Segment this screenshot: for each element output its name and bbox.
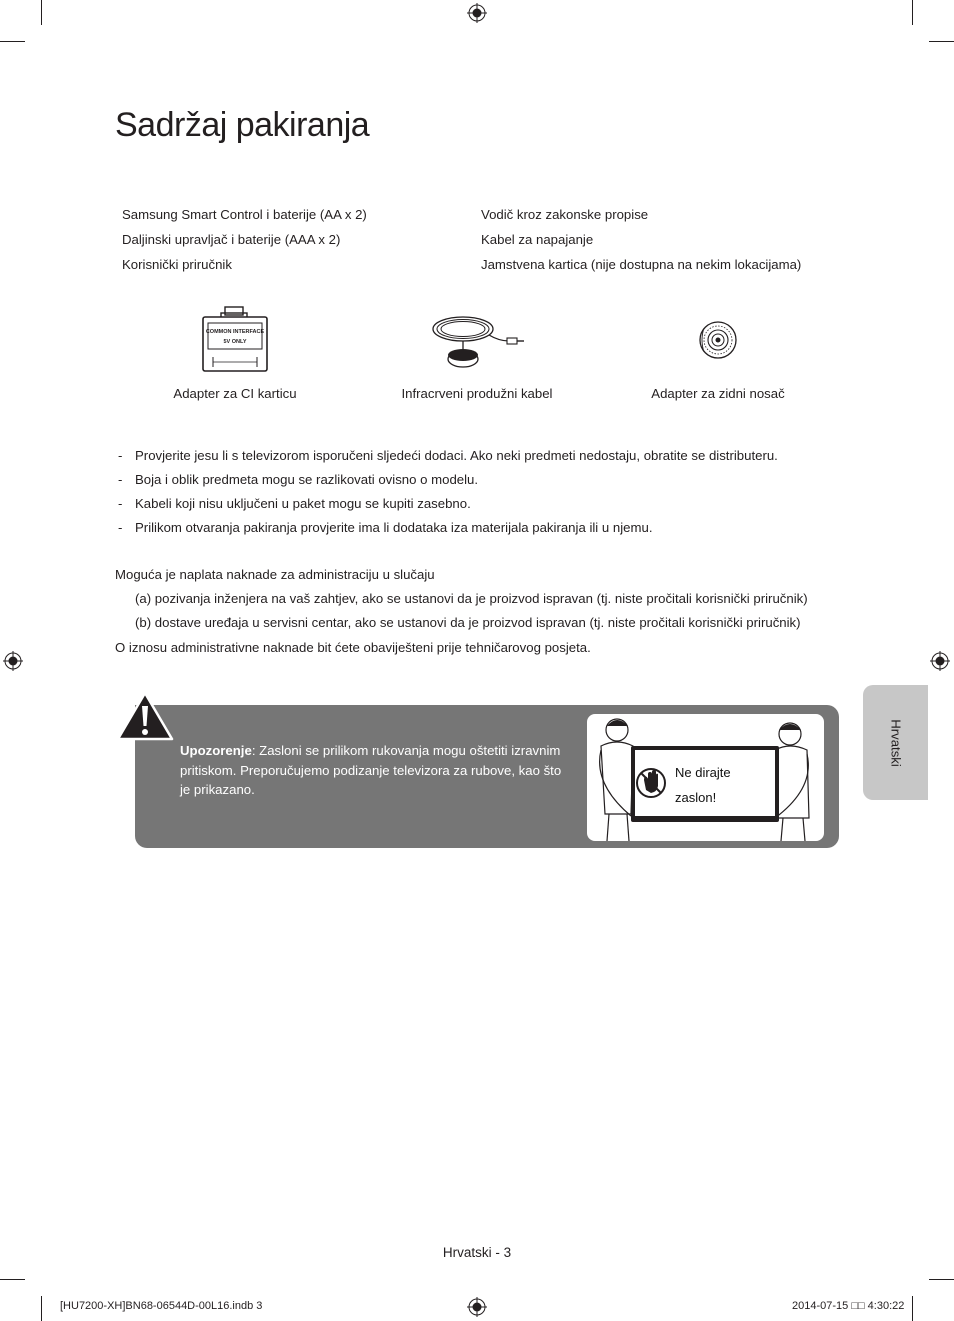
notes-list [115, 444, 815, 540]
contents-item: Jamstvena kartica (nije dostupna na nekim lokacijama) [481, 257, 802, 272]
contents-list-right [481, 202, 801, 277]
crop-mark [912, 1296, 913, 1321]
tv-label-line: Ne dirajte [675, 765, 731, 780]
contents-item: Daljinski upravljač i baterije (AAA x 2) [122, 232, 341, 247]
ci-adapter-print: COMMON INTERFACE [205, 329, 265, 335]
warning-message: : Zasloni se prilikom rukovanja mogu oštetiti izravnim pritiskom. Preporučujemo podizanje televizora za rubove, kao što je prikazano. [180, 743, 562, 797]
crop-mark [929, 1279, 954, 1280]
warning-illustration [587, 714, 824, 841]
accessory-wall-mount-adapter [603, 300, 833, 401]
crop-mark [912, 0, 913, 25]
contents-item: Samsung Smart Control i baterije (AA x 2) [122, 207, 367, 222]
accessory-caption: Adapter za zidni nosač [651, 386, 785, 401]
contents-item: Korisnički priručnik [122, 257, 232, 272]
contents-item: Vodič kroz zakonske propise [481, 207, 649, 222]
fee-intro: Moguća je naplata naknade za administraciju u slučaju [115, 567, 435, 582]
accessory-ir-cable [362, 300, 592, 401]
page-title: Sadržaj pakiranja [115, 106, 370, 144]
language-tab-label: Hrvatski [888, 718, 903, 767]
crop-mark [41, 1296, 42, 1321]
warning-triangle-icon [116, 690, 174, 742]
warning-text [180, 741, 575, 800]
crop-mark [0, 1279, 25, 1280]
language-side-tab [863, 685, 928, 800]
contents-item: Kabel za napajanje [481, 232, 594, 247]
note-item: - Prilikom otvaranja pakiranja provjerite ima li dodataka iza materijala pakiranja ili u njemu. [115, 516, 815, 540]
crop-mark [0, 41, 25, 42]
page-number: Hrvatski - 3 [442, 1245, 512, 1260]
contents-list-left [122, 202, 367, 277]
crop-mark [929, 41, 954, 42]
fee-outro: O iznosu administrativne naknade bit ćete obaviješteni prije tehničarovog posjeta. [115, 640, 591, 655]
fee-item-b: (b) dostave uređaja u servisni centar, ako se ustanovi da je proizvod ispravan (tj. niste pročitali korisnički priručnik) [135, 615, 801, 630]
registration-mark-icon [467, 3, 487, 23]
accessory-caption: Infracrveni produžni kabel [401, 386, 553, 401]
fee-item-a: (a) pozivanja inženjera na vaš zahtjev, ako se ustanovi da je proizvod ispravan (tj. niste pročitali korisnički priručnik) [135, 591, 808, 606]
footer-file-name: [HU7200-XH]BN68-06544D-00L16.indb 3 [60, 1300, 263, 1312]
wall-mount-adapter-icon [688, 310, 748, 370]
tv-label-line: zaslon! [675, 790, 717, 805]
ci-card-adapter-icon [199, 305, 271, 375]
footer-date: 2014-07-15 □□ 4:30:22 [792, 1300, 905, 1312]
registration-mark-icon [467, 1297, 487, 1317]
registration-mark-icon [3, 651, 23, 671]
ir-extender-cable-icon [429, 305, 525, 375]
crop-mark [41, 0, 42, 25]
registration-mark-icon [930, 651, 950, 671]
note-item: - Boja i oblik predmeta mogu se razlikovati ovisno o modelu. [115, 468, 815, 492]
accessory-ci-adapter [120, 300, 350, 401]
tv-screen-label [675, 760, 731, 810]
note-item: - Kabeli koji nisu uključeni u paket mogu se kupiti zasebno. [115, 492, 815, 516]
note-item: - Provjerite jesu li s televizorom isporučeni sljedeći dodaci. Ako neki predmeti nedostaju, obratite se distributeru. [115, 444, 815, 468]
accessory-caption: Adapter za CI karticu [173, 386, 297, 401]
ci-adapter-print: 5V ONLY [223, 339, 247, 345]
warning-label: Upozorenje [180, 743, 252, 758]
